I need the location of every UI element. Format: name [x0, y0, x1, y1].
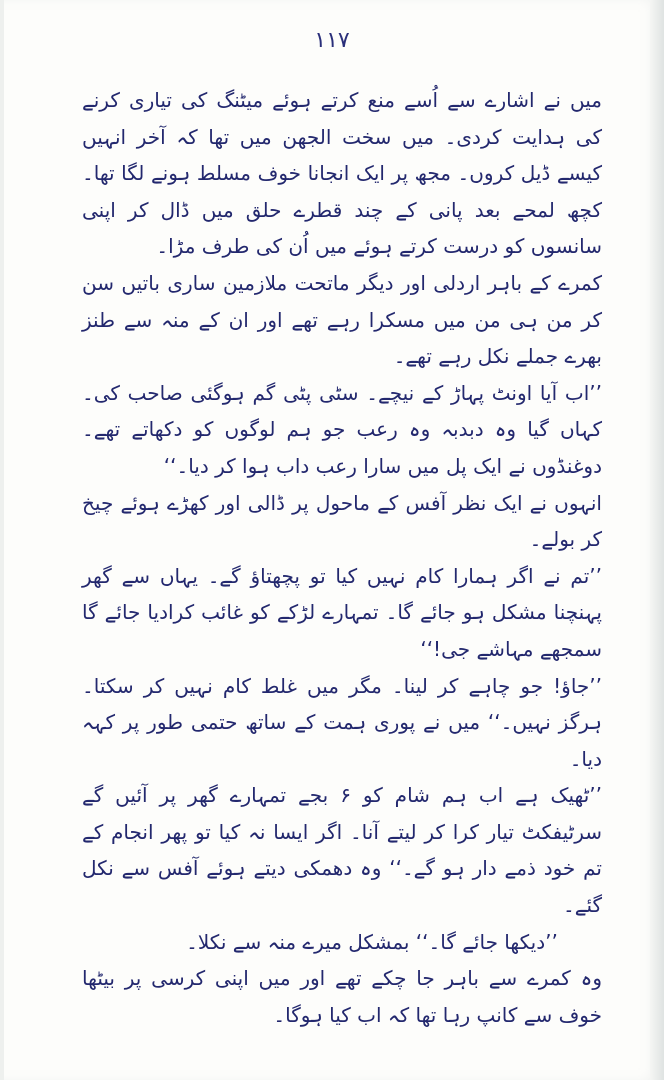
paragraph-2: کمرے کے باہر اردلی اور دیگر ماتحت ملازمین ساری باتیں سن کر من ہی من میں مسکرا رہے تھے اور ان کے منہ سے طنز بھرے جملے نکل رہے تھے۔ [82, 270, 602, 369]
paragraph-6: ’’جاؤ! جو چاہے کر لینا۔ مگر میں غلط کام نہیں کر سکتا۔ ہرگز نہیں۔‘‘ میں نے پوری ہمت کے ساتھ حتمی طور پر کہہ دیا۔ [82, 673, 602, 771]
page-body-text [82, 82, 602, 1033]
page-left-edge [0, 0, 4, 1080]
paragraph-5: ’’تم نے اگر ہمارا کام نہیں کیا تو پچھتاؤ گے۔ یہاں سے گھر پہنچنا مشکل ہو جائے گا۔ تمہارے لڑکے کو غائب کرادیا جائے گا سمجھے مہاشے جی!‘‘ [82, 563, 602, 661]
paragraph-4: انہوں نے ایک نظر آفس کے ماحول پر ڈالی اور کھڑے ہوئے چیخ کر بولے۔ [82, 490, 602, 552]
paragraph-9: وہ کمرے سے باہر جا چکے تھے اور میں اپنی کرسی پر بیٹھا خوف سے کانپ رہا تھا کہ اب کیا ہوگا۔ [82, 966, 602, 1027]
paragraph-7: ’’ٹھیک ہے اب ہم شام کو ۶ بجے تمہارے گھر پر آئیں گے سرٹیفکٹ تیار کرا کر لیتے آنا۔ اگر ایسا نہ کیا تو پھر انجام کے تم خود ذمے دار ہو گے۔‘‘ وہ دھمکی دیتے ہوئے آفس سے نکل گئے۔ [82, 783, 602, 918]
paragraph-3: ’’اب آیا اونٹ پہاڑ کے نیچے۔ سٹی پٹی گم ہوگئی صاحب کی۔ کہاں گیا وہ دبدبہ وہ رعب جو ہم لوگوں کو دکھاتے تھے۔ دوغنڈوں نے ایک پل میں سارا رعب داب ہوا کر دیا۔‘‘ [82, 380, 602, 478]
paragraph-8: ’’دیکھا جائے گا۔‘‘ بمشکل میرے منہ سے نکلا۔ [186, 929, 558, 954]
paragraph-1: میں نے اشارے سے اُسے منع کرتے ہوئے میٹنگ کی تیاری کرنے کی ہدایت کردی۔ میں سخت الجھن میں تھا کہ آخر انہیں کیسے ڈیل کروں۔ مجھ پر ایک انجانا خوف مسلط ہونے لگا تھا۔ کچھ لمحے بعد پانی کے چند قطرے حلق میں ڈال کر اپنی سانسوں کو درست کرتے ہوئے میں اُن کی طرف مڑا۔ [82, 88, 602, 259]
page-right-edge [650, 0, 664, 1080]
page-number: ۱۱۷ [314, 28, 350, 53]
